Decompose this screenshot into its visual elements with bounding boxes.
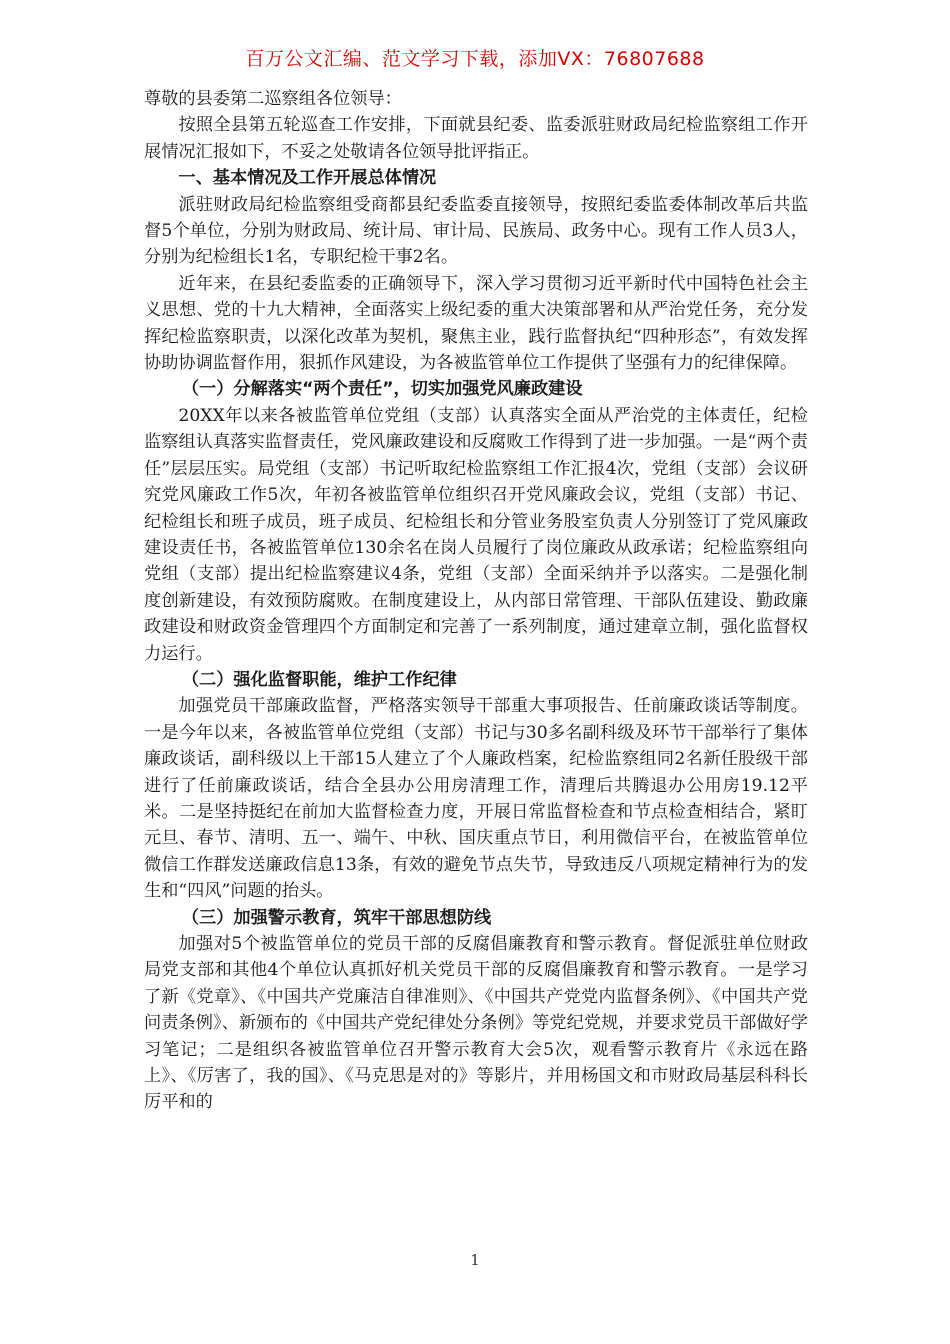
paragraph: 加强对5个被监管单位的党员干部的反腐倡廉教育和警示教育。督促派驻单位财政局党支部和其他4个单位认真抓好机关党员干部的反腐倡廉教育和警示教育。一是学习了新《党章》、《中国共产党廉洁自律准则》、《中国共产党党内监督条例》、《中国共产党问责条例》、新颁布的《中国共产党纪律处分条例》等党纪党规，并要求党员干部做好学习笔记；二是组织各被监管单位召开警示教育大会5次，观看警示教育片《永远在路上》、《厉害了，我的国》、《马克思是对的》等影片，并用杨国文和市财政局基层科科长厉平和的	[144, 934, 808, 1113]
salutation: 尊敬的县委第二巡察组各位领导：	[144, 89, 402, 109]
paragraph: 20XX年以来各被监管单位党组（支部）认真落实全面从严治党的主体责任，纪检监察组认真落实监督责任，党风廉政建设和反腐败工作得到了进一步加强。一是“两个责任”层层压实。局党组（支部）书记听取纪检监察组工作汇报4次，党组（支部）会议研究党风廉政工作5次，年初各被监管单位组织召开党风廉政会议，党组（支部）书记、纪检组长和班子成员，班子成员、纪检组长和分管业务股室负责人分别签订了党风廉政建设责任书，各被监管单位130余名在岗人员履行了岗位廉政从政承诺；纪检监察组向党组（支部）提出纪检监察建议4条，党组（支部）全面采纳并予以落实。二是强化制度创新建设，有效预防腐败。在制度建设上，从内部日常管理、干部队伍建设、勤政廉政建设和财政资金管理四个方面制定和完善了一系列制度，通过建章立制，强化监督权力运行。	[144, 405, 808, 664]
subsection-heading: （三）加强警示教育，筑牢干部思想防线	[181, 907, 492, 928]
paragraph: 近年来，在县纪委监委的正确领导下，深入学习贯彻习近平新时代中国特色社会主义思想、党的十九大精神，全面落实上级纪委的重大决策部署和从严治党任务，充分发挥纪检监察职责，以深化改革为契机，聚焦主业，践行监督执纪“四种形态”，有效发挥协助协调监督作用，狠抓作风建设，为各被监管单位工作提供了坚强有力的纪律保障。	[144, 273, 808, 374]
document-body	[144, 86, 808, 1116]
header-banner: 百万公文汇编、范文学习下载，添加VX：76807688	[245, 48, 705, 70]
paragraph: 加强党员干部廉政监督，严格落实领导干部重大事项报告、任前廉政谈话等制度。一是今年以来，各被监管单位党组（支部）书记与30多名副科级及环节干部举行了集体廉政谈话，副科级以上干部15人建立了个人廉政档案，纪检监察组同2名新任股级干部进行了任前廉政谈话，结合全县办公用房清理工作，清理后共腾退办公用房19.12平米。二是坚持挺纪在前加大监督检查力度，开展日常监督检查和节点检查相结合，紧盯元旦、春节、清明、五一、端午、中秋、国庆重点节日，利用微信平台，在被监管单位微信工作群发送廉政信息13条，有效的避免节点失节，导致违反八项规定精神行为的发生和“四风”问题的抬头。	[144, 696, 808, 902]
paragraph: 派驻财政局纪检监察组受商都县纪委监委直接领导，按照纪委监委体制改革后共监督5个单位，分别为财政局、统计局、审计局、民族局、政务中心。现有工作人员3人，分别为纪检组长1名，专职纪检干事2名。	[144, 194, 808, 268]
section-heading: 一、基本情况及工作开展总体情况	[178, 168, 437, 189]
intro-paragraph: 按照全县第五轮巡查工作安排，下面就县纪委、监委派驻财政局纪检监察组工作开展情况汇报如下，不妥之处敬请各位领导批评指正。	[144, 115, 808, 162]
subsection-heading: （二）强化监督职能，维护工作纪律	[181, 669, 457, 690]
subsection-heading: （一）分解落实“两个责任”，切实加强党风廉政建设	[181, 379, 583, 400]
page-number: 1	[470, 1251, 480, 1269]
